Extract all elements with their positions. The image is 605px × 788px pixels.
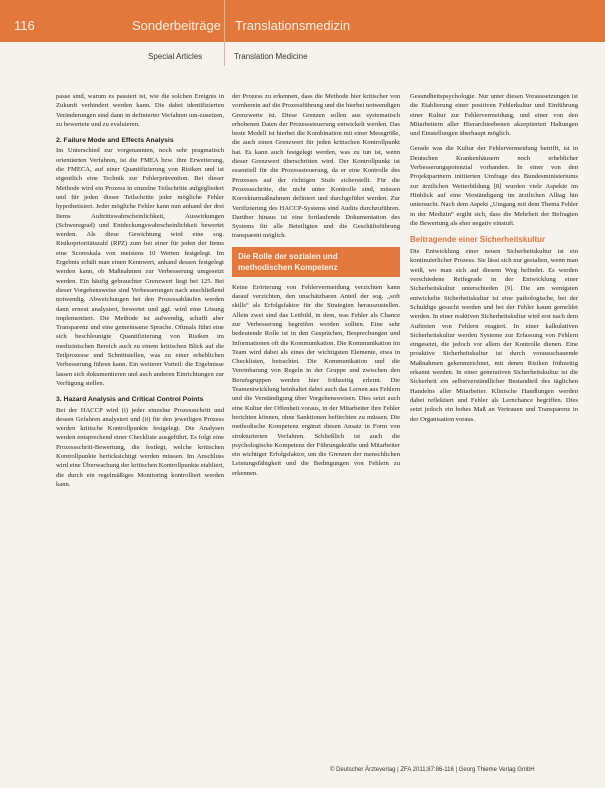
section-heading: 2. Failure Mode and Effects Analysis: [56, 137, 174, 145]
header-bar: [0, 0, 605, 42]
paragraph: Gesundheitspsychologie. Nur unter diesen Voraussetzungen ist die Etablierung einer positiven Fehlerkultur und Einführung einer Kultur zur Fehlervermeidung, und einer von den Mitarbeitern aller Hierarchieebenen akzeptierten Haltungen und Einstellungen überhaupt möglich.: [410, 93, 578, 138]
paragraph: Im Unterschied zur vorgenannten, noch sehr pragmatisch orientierten Verfahren, ist die FMEA bzw. ihre Erweiterung, die FMECA, auf einer Quantifizierung von Risiken und ist eigentlich eine Technik zur Fehlerprävention. Bei dieser Methode wird ein Prozess in einzelne Teilschritte aufgegliedert und für jeden dieser Teilschritte jeder mögliche Fehler hypothetisiert. Jeder mögliche Fehler kann nun anhand der drei Items Auftrittswahrscheinlichkeit, Auswirkungen (Schweregrad) und Entdeckungswahrscheinlichkeit bewertet werden. Als diese Gewichtung wird eine sog. Risikoprioritätszahl (RPZ) zum bei einer für jeden der Items eine Scoreskala von meistens 10 Werten festgelegt. Im Ergebnis erhält man einen Kennwert, anhand dessen festgelegt werden kann, ob Maßnahmen zur Verbesserung umgesetzt werden. Ein häufig gebrauchter Grenzwert liegt bei 125. Bei dieser Vorgehensweise sind Verbesserungen nach anschließend notwendig. Abweichungen bei den Prozessabläufen werden dann erneut analysiert, bewertet und ggf. wird eine Lösung implementiert. Die Methode ist aufwendig, schafft aber Transparenz und eine gemeinsame Sprache. Oftmals führt eine sich beschleunigte Quantifizierung von Risiken im medizinischen Bereich auch zu einem kritischen Blick auf die Teilprozesse und Schnittstellen, was zu einer erheblichen Verbesserung führen kann. Ein weiterer Vorteil: die Ergebnisse lassen sich dokumentieren und auch anderen Einrichtungen zur Verfügung stellen.: [56, 147, 224, 387]
paragraph: passe sind, warum es passiert ist, wie die solchen Ereignis in Zukunft verhindert werden kann. Die dabei identifizierten Veränderungen sind dann in definierter Verfahren um-zusetzen, zu bewertete und zu evaluieren.: [56, 93, 224, 128]
paragraph: der Prozess zu erkennen, dass die Methode hier kritischer von vornherein auf die Prozessführung und die hierbei notwendigen Grenzwerte ist. Diese Grenzen sollen aus systematisch erhobenen Daten der Prozesssteuerung entwickelt werden. Das beste Modell ist hierbei die Kombination mit einer Messgröße, die auch einen Grenzwert für jeden kritischen Kontrollpunkt hat. Es kann auch festgelegt werden, was zu tun ist, wenn dieser Grenzwert überschritten wird. Der Kontrollpunkt ist essentiell für die Prozesssteuerung, da er eine Kontrolle des Prozesses auf der richtigen Stufe sicherstellt. Für die Prozessschritte, die nicht unter Kontrolle sind, müssen Korrekturmaßnahmen definiert und durchgeführt werden. Zur Verifizierung des HACCP-Systems sind Audits durchzuführen. Darüber hinaus ist eine fortlaufende Dokumentation des Systems für alle Beteiligten und die Geschäftsführung transparent möglich.: [232, 93, 400, 240]
paragraph: Gerade was die Kultur der Fehlervermeidung betrifft, ist in Deutschen Krankenhäusern noch erheblicher Verbesserungspotenzial vorhanden. In einer von den Projektpartnern initiierten Umfrage des Bundesministeriums zur ärztlichen Weiterbildung [8] wurden viele Aspekte im Hinblick auf eine Verständigung im ärztlichen Alltag hin untersucht. Nach dem Aspekt „Umgang mit dem Thema Fehler in der Medizin“ ergibt sich, dass die Mehrheit der Befragten die Bewertung als eher negativ einstuft.: [410, 145, 578, 227]
column-right: [410, 92, 578, 424]
topic-label: Translationsmedizin: [235, 18, 351, 33]
paragraph: Keine Erörterung von Fehlervermeidung verzichten kann darauf verzichten, den unschätzbaren Anteil der sog. „soft skills“ als Erfolgsfaktor für die Strategien herauszustellen. Allein zwei sind das Leitbild, in dem, was Fehler als Chance zur Verbesserung begreifen werden sollten. Eine sehr bedeutende Rolle ist in den Gesprächen, Besprechungen und Informationen oft die Kommunikation. Die Kommunikation im Team wird dabei als eines der wichtigsten Elemente, etwa in Checklisten, betrachtet. Die Kommunikation und die Vereinbarung von Regeln in der Gruppe und zwischen den Berufsgruppen werden hier frühzeitig erlernt. Die Teamentwicklung beinhaltet dabei auch das Lernen aus Fehlern und die Verständigung über Vorgehensweisen. Dies setzt auch eine Kultur der Offenheit voraus, in der Mitarbeiter ihre Fehler berichten können, ohne Sanktionen befürchten zu müssen. Die methodische Kompetenz ergänzt diesen Ansatz in Form von strukturierten Verfahren. Schließlich ist auch die psychologische Kompetenz der Führungskräfte und Mitarbeiter ein wichtiger Erfolgsfaktor, um die Grenzen der menschlichen Leistungsfähigkeit und die Bedingungen von Fehlern zu erkennen.: [232, 283, 400, 477]
section-band-heading: Die Rolle der sozialen und methodischen Kompetenz: [232, 247, 400, 277]
footer-citation: © Deutscher Ärzteverlag | ZFA 2011;87:86-116 | Georg Thieme Verlag GmbH: [330, 767, 535, 773]
page-number: 116: [14, 18, 35, 33]
paragraph: Die Entwicklung einer neuen Sicherheitskultur ist ein kontinuierlicher Prozess. Sie lässt sich nur gestalten, wenn man weiß, wo man sich auf diesem Weg befindet. Es werden verschiedene Reifegrade in der Entwicklung einer Sicherheitskultur unterschieden [9]. Die am wenigsten entwickelte Sicherheitskultur ist eine pathologische, bei der Schuldige gesucht werden und bei der Fehler kaum gemeldet werden. In einer reaktiven Sicherheitskultur wird erst nach dem Auftreten von Fehlern reagiert. In einer kalkulativen Sicherheitskultur werden Systeme zur Erfassung von Fehlern eingesetzt, die jedoch vor allem der Kontrolle dienen. Eine proaktive Sicherheitskultur ist durch vorausschauende Maßnahmen gekennzeichnet, mit denen Risiken frühzeitig erkannt werden. In einer generativen Sicherheitskultur ist die Sicherheit ein selbstverständlicher Bestandteil des täglichen Handelns aller Mitarbeiter. Klinische Handlungen werden dabei reflektiert und Fehler als Lernchance begriffen. Dies setzt jedoch ein hohes Maß an Vertrauen und Transparenz in der Organisation voraus.: [410, 248, 578, 423]
column-left: [56, 92, 224, 489]
section-heading: Beitragende einer Sicherheitskultur: [410, 235, 546, 245]
section-heading: 3. Hazard Analysis and Critical Control Points: [56, 396, 204, 404]
header-divider: [224, 0, 225, 66]
sub-right-label: Translation Medicine: [234, 52, 308, 61]
sub-left-label: Special Articles: [148, 52, 203, 61]
section-label: Sonderbeiträge: [132, 18, 221, 33]
paragraph: Bei der HACCP wird (i) jeder einzelne Prozessschritt und dessen Gefahren analysiert und (ii) für den jeweiligen Prozess werden kritische Kontrollpunkte festgelegt. Die Analysen werden entsprechend einer Checkliste ausgeführt. Es folgt eine Prozessschritt-Bewertung, die festlegt, welche kritischen Kontrollpunkte berücksichtigt werden müssen. Im Anschluss wird eine Überwachung der kritischen Kontrollpunkte etabliert, die durch ein regelmäßiges Monitoring kontrolliert werden kann.: [56, 406, 224, 488]
column-middle: [232, 92, 400, 478]
